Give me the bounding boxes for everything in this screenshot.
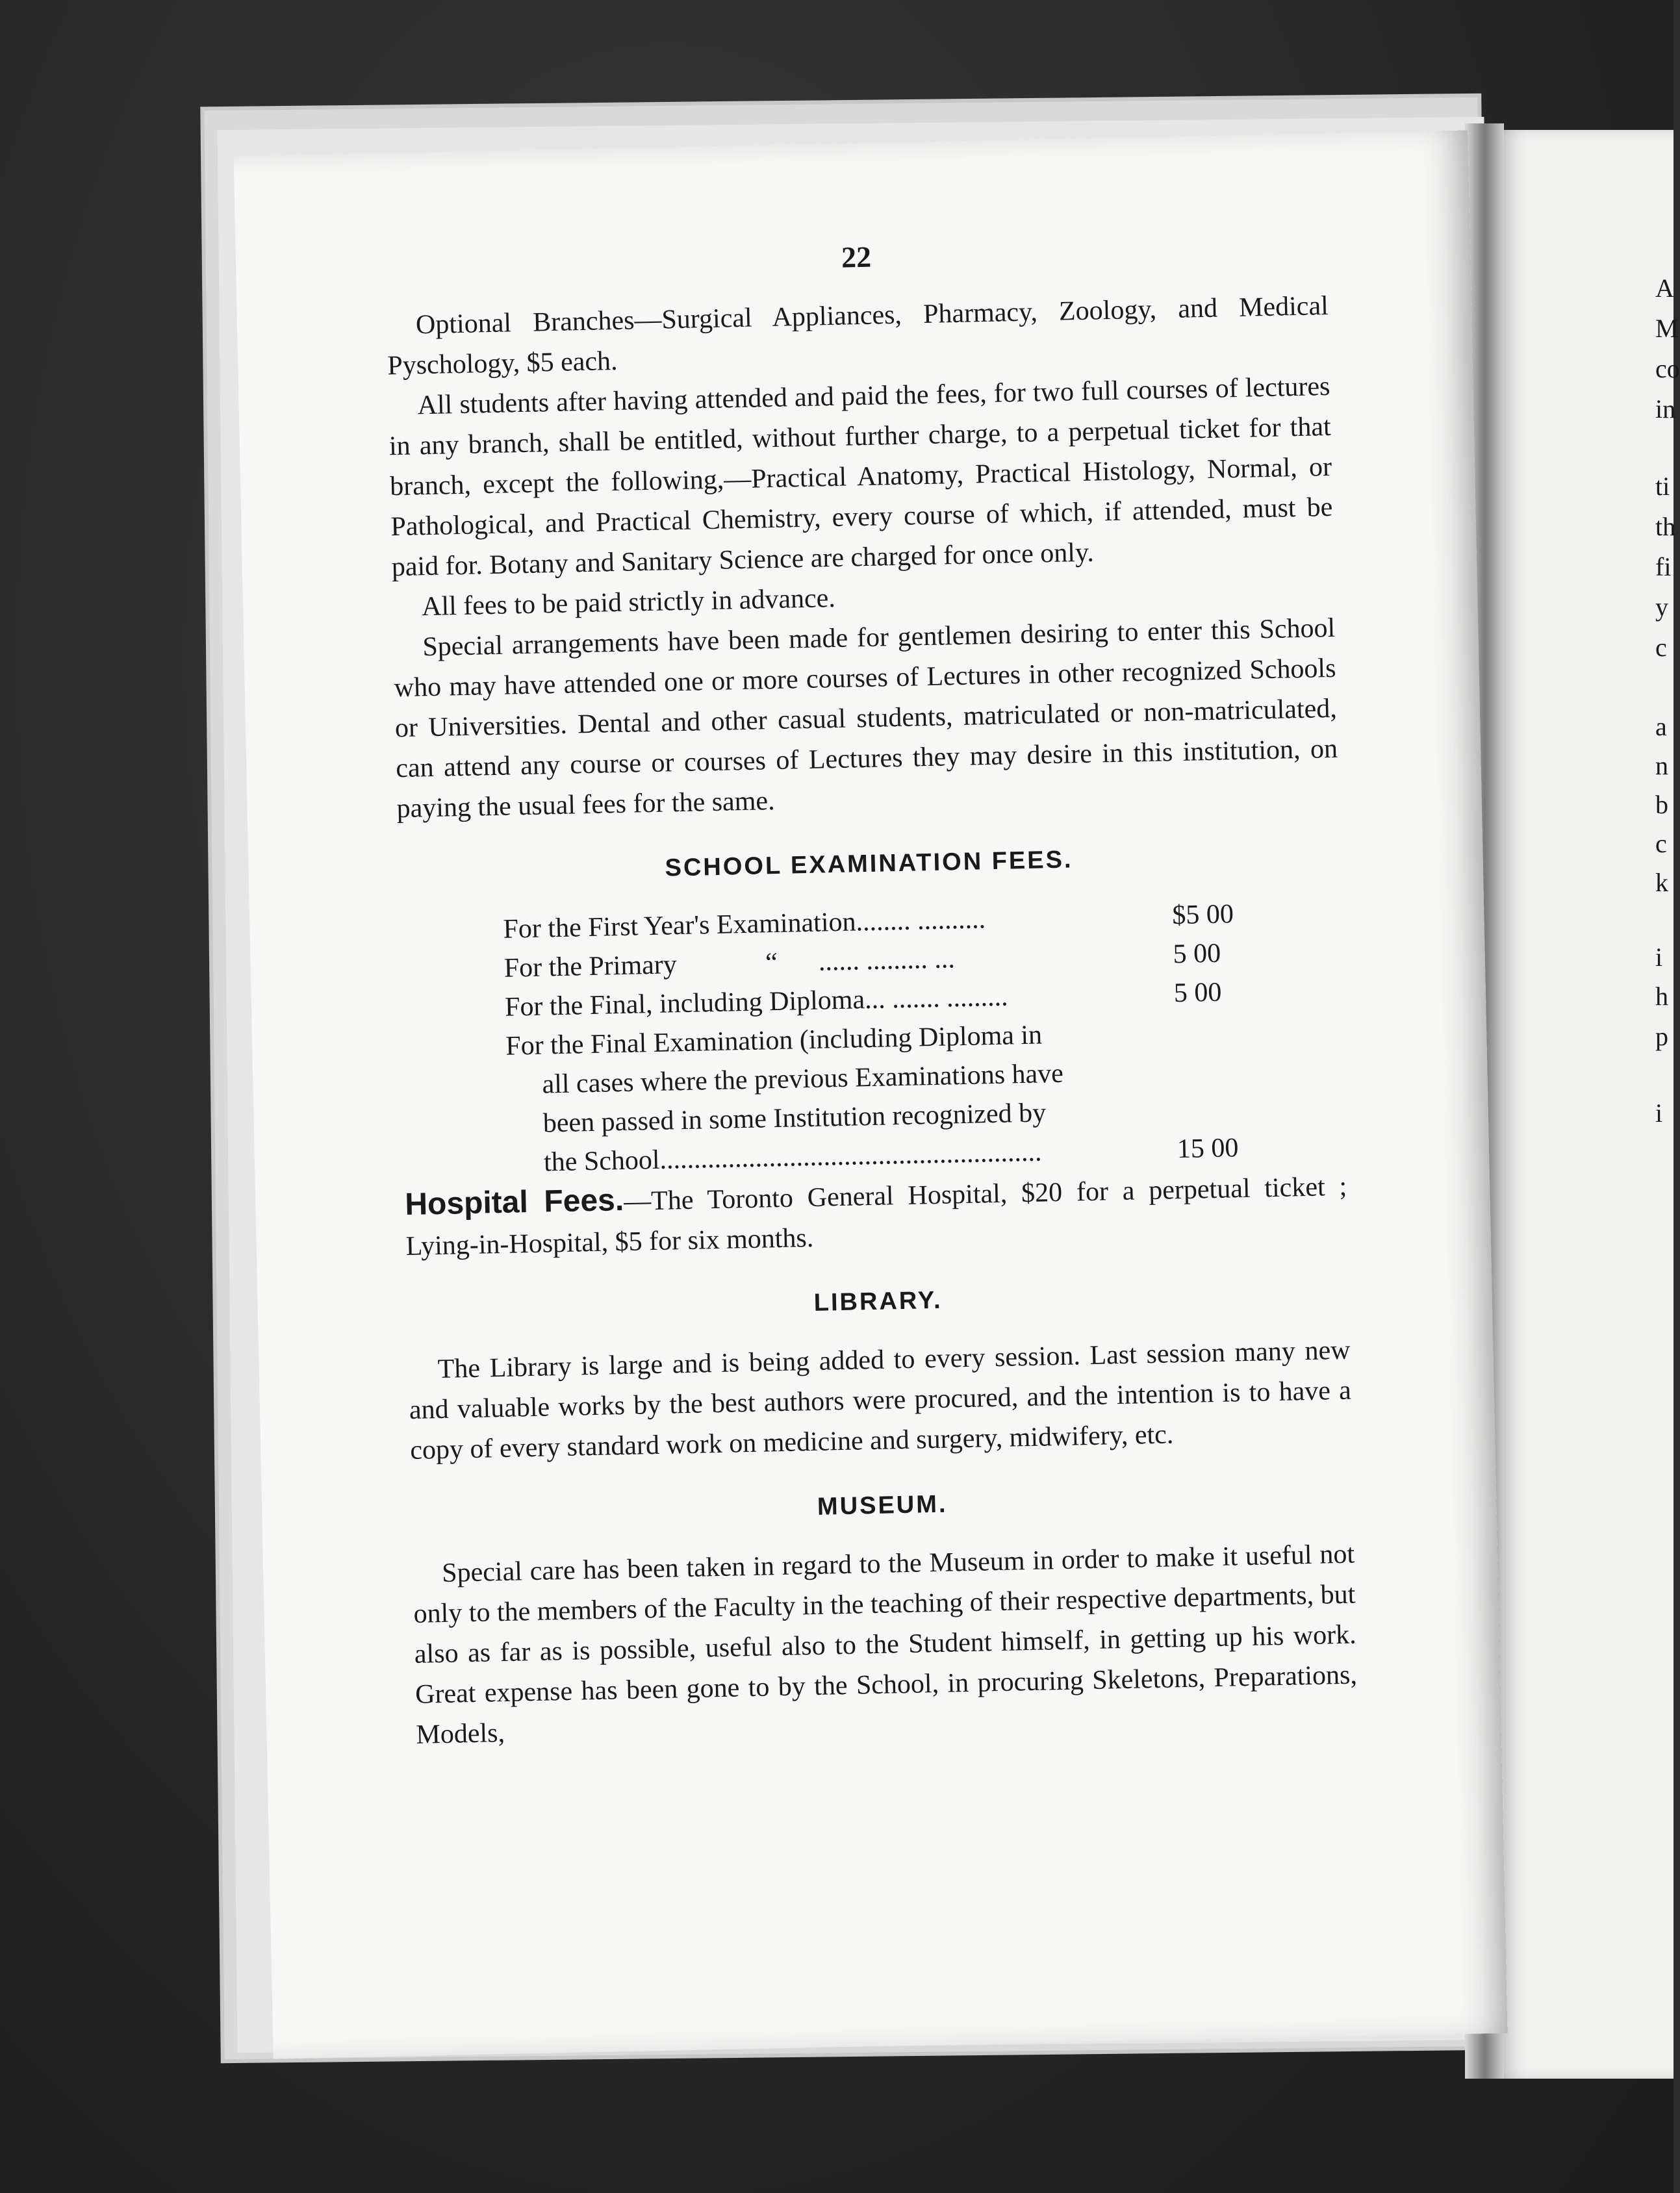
library-paragraph: The Library is large and is being added to every session. Last session many new and valuable works by the best authors were procured, and the intention is to have a copy of every standard work on medicine and surgery, midwifery, etc. [409, 1335, 1352, 1465]
facing-fragment: n [1655, 751, 1668, 780]
facing-fragment: th [1655, 512, 1676, 541]
facing-fragment: p [1655, 1022, 1668, 1051]
facing-fragment: M [1655, 314, 1679, 343]
fee-amount: 5 00 [1173, 938, 1221, 970]
page-content [385, 227, 1358, 1755]
fees-table [503, 894, 1269, 1182]
facing-fragment: h [1655, 982, 1668, 1011]
facing-fragment: a [1655, 712, 1667, 741]
fee-label: For the Primary “ ...... ......... ... [503, 944, 956, 983]
facing-fragment: y [1655, 592, 1668, 622]
facing-fragment: in [1655, 394, 1676, 424]
facing-fragment: b [1655, 790, 1668, 819]
facing-fragment: A [1655, 273, 1674, 303]
fee-amount: 5 00 [1173, 977, 1222, 1009]
students-paragraph: All students after having attended and paid the fees, for two full courses of lectures in any branch, shall be entitled, without further charge, to a perpetual ticket for that branch, except the following,—Practical Anatomy, Practical Histology, Normal, or Pathological, and Practical Chemistry, every course of which, if attended, must be paid for. Botany and Sanitary Science are charged for once only. [388, 371, 1333, 583]
hospital-fees-heading: Hospital Fees. [404, 1182, 624, 1223]
page-number: 22 [841, 240, 872, 274]
fee-amount [1174, 1011, 1266, 1052]
fee-amount: 15 00 [1177, 1133, 1239, 1165]
facing-page [1494, 130, 1674, 2079]
advance-paragraph: All fees to be paid strictly in advance. [421, 583, 836, 622]
fee-label: For the Final Examination (including Diploma in [505, 1020, 1043, 1061]
document-page [234, 130, 1508, 2059]
facing-fragment: ti [1655, 472, 1670, 501]
fee-continuation-line: been passed in some Institution recognized by [542, 1098, 1047, 1139]
fee-label: the School........................................................ [543, 1137, 1042, 1178]
facing-fragment: i [1655, 943, 1663, 972]
optional-branches-paragraph: Optional Branches—Surgical Appliances, Pharmacy, Zoology, and Medical Pyschology, $5 each. [387, 290, 1329, 381]
facing-fragment: k [1655, 868, 1668, 897]
fee-label: For the Final, including Diploma... ....... ......... [504, 982, 1009, 1022]
fee-continuation-line: all cases where the previous Examinations have [542, 1058, 1064, 1100]
museum-heading: MUSEUM. [817, 1490, 948, 1521]
exam-fees-heading: SCHOOL EXAMINATION FEES. [665, 846, 1073, 882]
fee-amount: $5 00 [1171, 899, 1234, 931]
hospital-fees-text: —The Toronto General Hospital, $20 for a perpetual ticket ; Lying-in-Hospital, $5 for six months. [405, 1171, 1347, 1262]
special-arrangements-paragraph: Special arrangements have been made for gentlemen desiring to enter this School who may have attended one or more courses of Lectures in other recognized Schools or Universities. Dental and other casual students, matriculated or non-matriculated, can attend any course or courses of Lectures they may desire in this institution, on paying the usual fees for the same. [394, 613, 1338, 824]
facing-fragment: c [1655, 829, 1667, 858]
facing-fragment: i [1655, 1098, 1663, 1128]
facing-fragment: co [1655, 354, 1680, 383]
museum-paragraph: Special care has been taken in regard to the Museum in order to make it useful not only to the members of the Faculty in the teaching of their respective departments, but also as far as is possible, useful also to the Student himself, in getting up his work. Great expense has been gone to by the School, in procuring Skeletons, Preparations, Models, [413, 1539, 1358, 1750]
fee-label: For the First Year's Examination........ .......... [503, 904, 986, 944]
library-heading: LIBRARY. [813, 1286, 943, 1317]
facing-fragment: fi [1655, 552, 1672, 581]
facing-fragment: c [1655, 633, 1667, 662]
